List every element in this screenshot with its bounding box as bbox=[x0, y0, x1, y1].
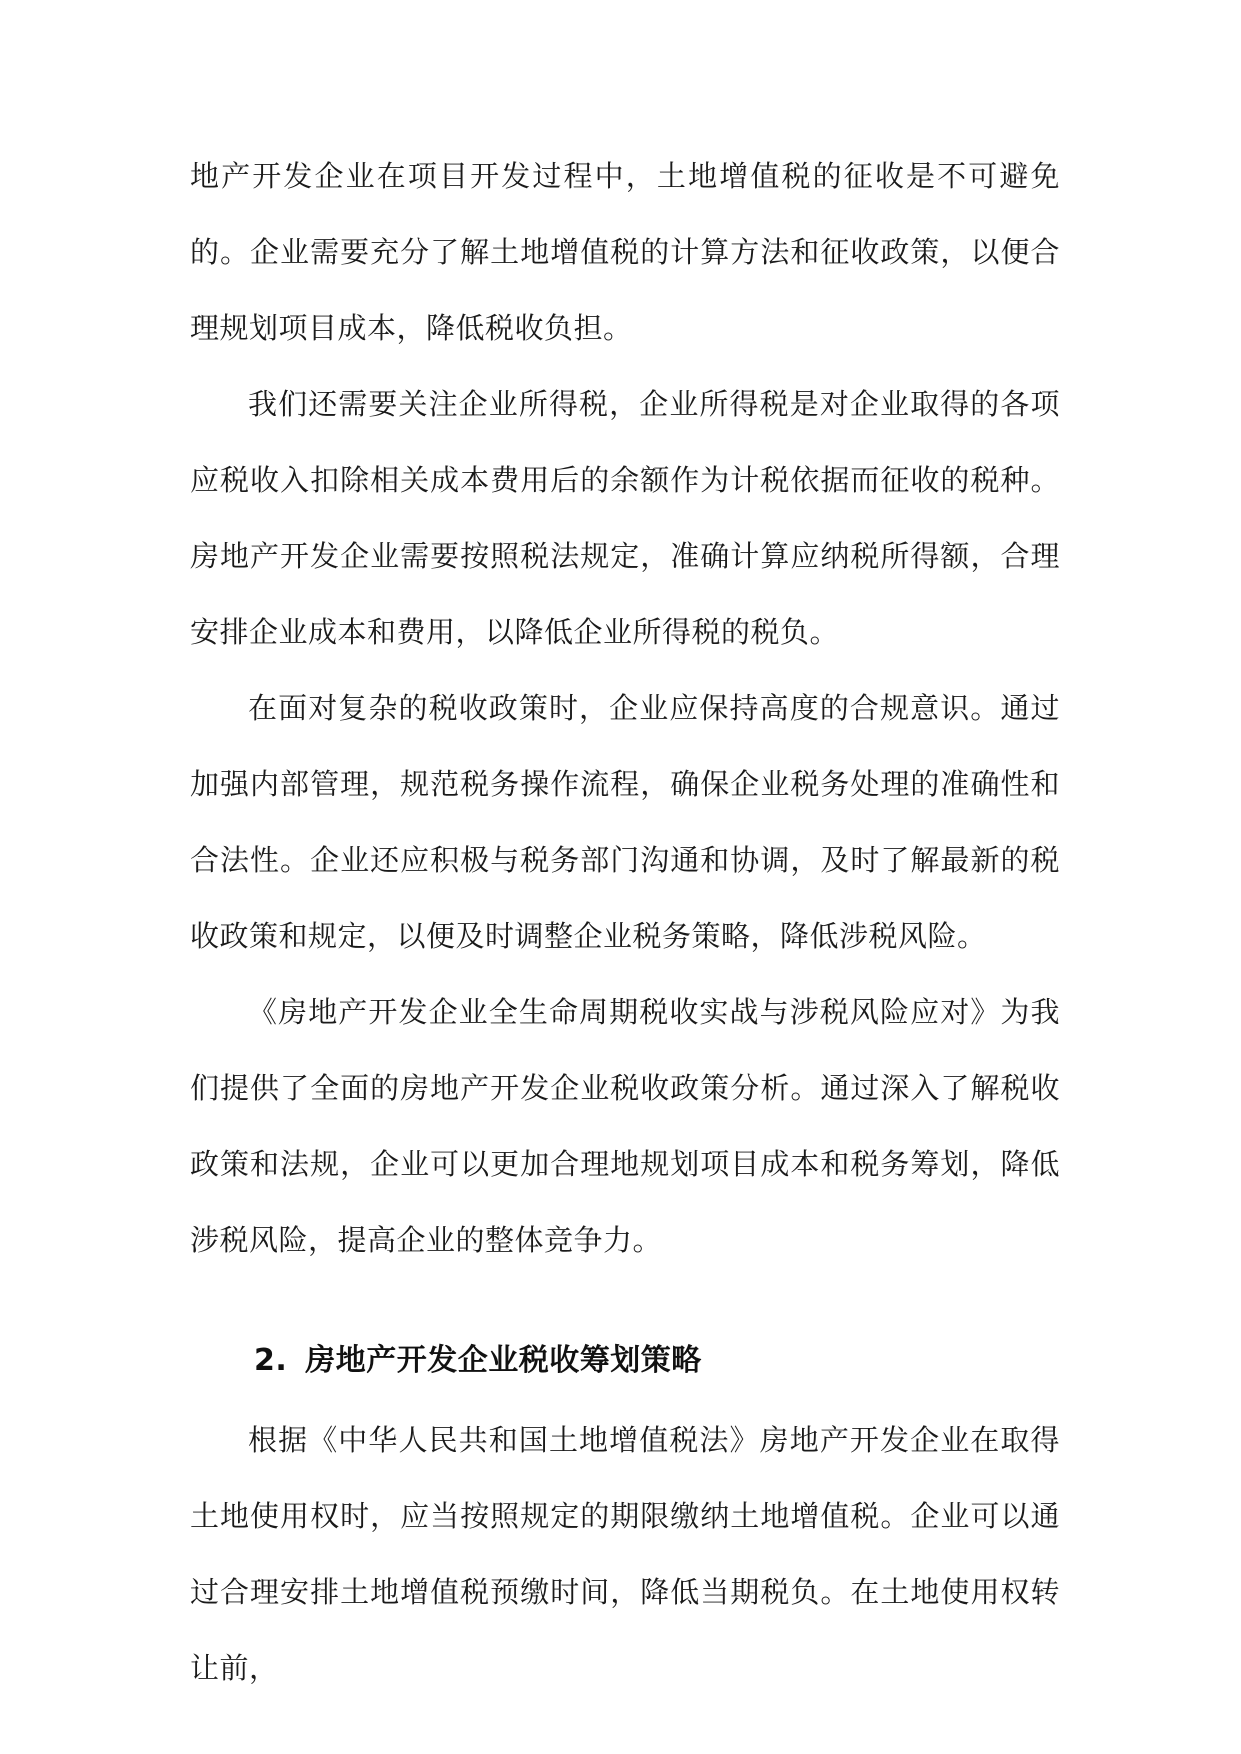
paragraph-4: 《房地产开发企业全生命周期税收实战与涉税风险应对》为我们提供了全面的房地产开发企业税收政策分析。通过深入了解税收政策和法规，企业可以更加合理地规划项目成本和税务筹划，降低涉税风险，提高企业的整体竞争力。 bbox=[190, 995, 1060, 1257]
paragraph-3: 在面对复杂的税收政策时，企业应保持高度的合规意识。通过加强内部管理，规范税务操作流程，确保企业税务处理的准确性和合法性。企业还应积极与税务部门沟通和协调，及时了解最新的税收政策和规定，以便及时调整企业税务策略，降低涉税风险。 bbox=[190, 691, 1060, 953]
section-heading bbox=[190, 1320, 1060, 1402]
document-page bbox=[190, 138, 1060, 1706]
section-title: 房地产开发企业税收筹划策略 bbox=[305, 1343, 702, 1378]
paragraph-1: 地产开发企业在项目开发过程中，土地增值税的征收是不可避免的。企业需要充分了解土地增值税的计算方法和征收政策，以便合理规划项目成本，降低税收负担。 bbox=[190, 159, 1060, 345]
paragraph-5: 根据《中华人民共和国土地增值税法》房地产开发企业在取得土地使用权时，应当按照规定的期限缴纳土地增值税。企业可以通过合理安排土地增值税预缴时间，降低当期税负。在土地使用权转让前， bbox=[190, 1423, 1060, 1685]
section-number: 2. bbox=[254, 1343, 288, 1378]
paragraph-2: 我们还需要关注企业所得税，企业所得税是对企业取得的各项应税收入扣除相关成本费用后的余额作为计税依据而征收的税种。房地产开发企业需要按照税法规定，准确计算应纳税所得额，合理安排企业成本和费用，以降低企业所得税的税负。 bbox=[190, 387, 1060, 649]
